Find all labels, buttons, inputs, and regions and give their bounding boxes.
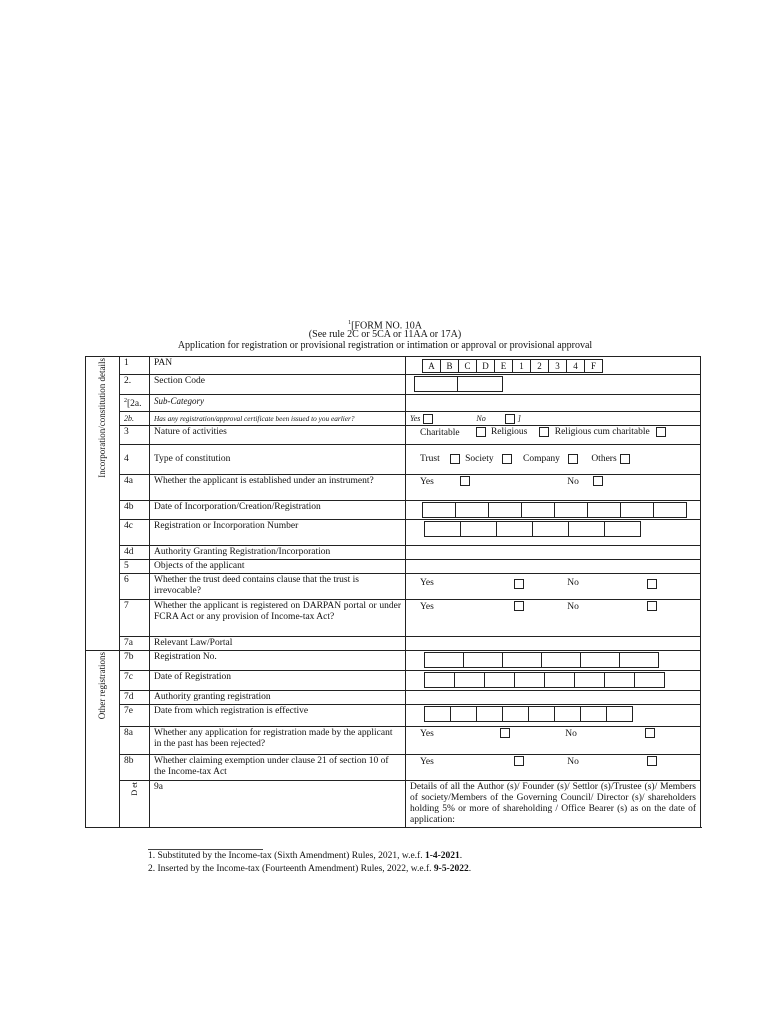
instrument-options bbox=[406, 475, 701, 501]
table-row bbox=[86, 475, 701, 501]
form-title-text: [FORM NO. 10A bbox=[351, 320, 422, 332]
form-rule-reference: (See rule 2C or 5CA or 11AA or 17A) bbox=[308, 329, 462, 340]
no-checkbox[interactable] bbox=[645, 728, 655, 738]
row-label: Whether the applicant is established under an instrument? bbox=[150, 475, 406, 501]
row-label: Whether any application for registration made by the applicant in the past has been rejected? bbox=[150, 727, 406, 755]
footnote-date: 1-4-2021 bbox=[424, 851, 460, 861]
section-incorporation bbox=[86, 357, 120, 651]
exemption-options bbox=[406, 755, 701, 781]
option-label: Trust bbox=[420, 454, 440, 465]
pan-field[interactable] bbox=[406, 357, 701, 375]
footnote-end: . bbox=[468, 864, 472, 874]
trust-checkbox[interactable] bbox=[450, 454, 460, 464]
section-label: Incorporation/constitution details bbox=[97, 358, 107, 478]
no-checkbox[interactable] bbox=[593, 476, 603, 486]
row-label: PAN bbox=[150, 357, 406, 375]
section-code-field[interactable] bbox=[406, 375, 701, 395]
option-label: Religious cum charitable bbox=[554, 427, 650, 438]
society-checkbox[interactable] bbox=[502, 454, 512, 464]
table-row bbox=[86, 357, 701, 375]
row-number: 7b bbox=[120, 651, 150, 671]
constitution-type-options bbox=[406, 445, 701, 475]
row-label: Date of Incorporation/Creation/Registration bbox=[150, 501, 406, 520]
row-label: Nature of activities bbox=[150, 426, 406, 445]
row-label: Registration No. bbox=[150, 651, 406, 671]
footnote-end: . bbox=[459, 851, 463, 861]
row-number-text: [2a. bbox=[127, 399, 142, 410]
yes-checkbox[interactable] bbox=[514, 756, 524, 766]
earlier-certificate-options bbox=[406, 412, 701, 426]
row-number: 7c bbox=[120, 671, 150, 691]
row-number: 7d bbox=[120, 691, 150, 705]
section-label: Other registrations bbox=[97, 652, 107, 720]
row-number: 2. bbox=[120, 375, 150, 395]
row-label: Whether the trust deed contains clause that the trust is irrevocable? bbox=[150, 574, 406, 600]
footnote-date: 9-5-2022 bbox=[433, 864, 469, 874]
yes-checkbox[interactable] bbox=[514, 579, 524, 589]
option-label: No bbox=[565, 728, 577, 739]
option-label: No bbox=[567, 601, 579, 612]
registration-number-field[interactable] bbox=[406, 520, 701, 546]
row-label: Authority granting registration bbox=[150, 691, 406, 705]
pan-character-box[interactable]: 1 bbox=[513, 359, 531, 373]
yes-checkbox[interactable] bbox=[514, 601, 524, 611]
option-label: Yes bbox=[420, 728, 434, 739]
row-number: 4a bbox=[120, 475, 150, 501]
row-label: Type of constitution bbox=[150, 445, 406, 475]
pan-character-box[interactable]: F bbox=[585, 359, 603, 373]
row-label: Whether claiming exemption under clause 21 of section 10 of the Income-tax Act bbox=[150, 755, 406, 781]
option-label: Society bbox=[465, 454, 494, 465]
table-row bbox=[86, 546, 701, 560]
nature-activities-options bbox=[406, 426, 701, 445]
row-number: 7 bbox=[120, 600, 150, 637]
table-row bbox=[86, 637, 701, 651]
row-label: Date of Registration bbox=[150, 671, 406, 691]
row-label: Details of all the Author (s)/ Founder (s)/ Settlor (s)/Trustee (s)/ Members of society/Members of the Governing Council/ Director (s)/ shareholders holding 5% or more of shareholding / Office Bearer (s) as on the date of application: bbox=[406, 781, 701, 828]
option-label: Company bbox=[522, 454, 560, 465]
option-label: No bbox=[476, 414, 486, 424]
row-label: Whether the applicant is registered on DARPAN portal or under FCRA Act or any provision of Income-tax Act? bbox=[150, 600, 406, 637]
table-row bbox=[86, 705, 701, 727]
option-label: Others bbox=[591, 454, 617, 465]
option-label: Yes bbox=[420, 756, 434, 767]
footnote-ref: 2 bbox=[124, 398, 127, 404]
table-row bbox=[86, 501, 701, 520]
row-label: Date from which registration is effective bbox=[150, 705, 406, 727]
row-number: 7a bbox=[120, 637, 150, 651]
row-number: 4c bbox=[120, 520, 150, 546]
pan-character-box[interactable]: 3 bbox=[549, 359, 567, 373]
bracket: ] bbox=[517, 414, 521, 424]
yes-checkbox[interactable] bbox=[423, 414, 433, 424]
incorporation-date-field[interactable] bbox=[406, 501, 701, 520]
option-label: No bbox=[567, 577, 579, 588]
pan-character-box[interactable]: A bbox=[422, 359, 441, 373]
authority-field[interactable] bbox=[406, 546, 701, 560]
row-number: 5 bbox=[120, 560, 150, 574]
table-row bbox=[86, 375, 701, 395]
pan-character-box[interactable]: C bbox=[459, 359, 477, 373]
section-other-registrations bbox=[86, 651, 120, 828]
footnote-ref: 1 bbox=[348, 320, 352, 326]
row-label: Objects of the applicant bbox=[150, 560, 406, 574]
form-subtitle: Application for registration or provisional registration or intimation or approval or provisional approval bbox=[177, 340, 593, 351]
yes-checkbox[interactable] bbox=[460, 476, 470, 486]
registration-date-field[interactable] bbox=[406, 671, 701, 691]
row-label: Relevant Law/Portal bbox=[150, 637, 406, 651]
authority-granting-field[interactable] bbox=[406, 691, 701, 705]
table-row bbox=[86, 651, 701, 671]
row-number: 4b bbox=[120, 501, 150, 520]
table-row bbox=[86, 781, 701, 828]
row-number: 9a bbox=[150, 781, 406, 828]
sub-category-field[interactable] bbox=[406, 395, 701, 412]
option-label: Yes bbox=[420, 476, 434, 487]
company-checkbox[interactable] bbox=[568, 454, 578, 464]
option-label: Yes bbox=[420, 601, 434, 612]
other-registration-number-field[interactable] bbox=[406, 651, 701, 671]
no-checkbox[interactable] bbox=[647, 756, 657, 766]
table-row bbox=[86, 426, 701, 445]
row-number: 2b. bbox=[120, 412, 150, 426]
no-checkbox[interactable] bbox=[647, 579, 657, 589]
row-number: 8b bbox=[120, 755, 150, 781]
row-label: Section Code bbox=[150, 375, 406, 395]
footnote-text: 2. Inserted by the Income-tax (Fourteenth Amendment) Rules, 2022, w.e.f. bbox=[148, 864, 434, 874]
row-label: Registration or Incorporation Number bbox=[150, 520, 406, 546]
footnote-1 bbox=[148, 850, 471, 863]
relevant-law-field[interactable] bbox=[406, 637, 701, 651]
table-row bbox=[86, 395, 701, 412]
table-row bbox=[86, 560, 701, 574]
option-label: No bbox=[567, 476, 579, 487]
objects-field[interactable] bbox=[406, 560, 701, 574]
pan-character-box[interactable]: 4 bbox=[567, 359, 585, 373]
row-number: 4 bbox=[120, 445, 150, 475]
table-row bbox=[86, 755, 701, 781]
option-label: Charitable bbox=[420, 427, 460, 438]
others-checkbox[interactable] bbox=[620, 454, 630, 464]
table-row bbox=[86, 691, 701, 705]
footnotes bbox=[148, 850, 471, 876]
footnote-2 bbox=[148, 863, 471, 876]
application-table bbox=[85, 356, 701, 828]
row-number: 6 bbox=[120, 574, 150, 600]
section-details bbox=[120, 781, 150, 828]
row-number: 4d bbox=[120, 546, 150, 560]
row-label: Has any registration/approval certificate been issued to you earlier? bbox=[150, 412, 406, 426]
yes-checkbox[interactable] bbox=[500, 728, 510, 738]
option-label: Yes bbox=[420, 577, 434, 588]
darpan-options bbox=[406, 600, 701, 637]
pan-character-box[interactable]: D bbox=[477, 359, 495, 373]
row-number: 3 bbox=[120, 426, 150, 445]
row-number bbox=[120, 395, 150, 412]
rejected-options bbox=[406, 727, 701, 755]
table-row bbox=[86, 520, 701, 546]
irrevocable-options bbox=[406, 574, 701, 600]
row-number: 7e bbox=[120, 705, 150, 727]
table-row bbox=[86, 671, 701, 691]
footnote-text: 1. Substituted by the Income-tax (Sixth Amendment) Rules, 2021, w.e.f. bbox=[148, 851, 425, 861]
table-row bbox=[86, 445, 701, 475]
row-number: 8a bbox=[120, 727, 150, 755]
no-checkbox[interactable] bbox=[647, 601, 657, 611]
pan-character-box[interactable]: B bbox=[441, 359, 459, 373]
row-number: 1 bbox=[120, 357, 150, 375]
no-checkbox[interactable] bbox=[505, 414, 515, 424]
table-row bbox=[86, 600, 701, 637]
row-label: Sub-Category bbox=[150, 395, 406, 412]
religious-checkbox[interactable] bbox=[539, 427, 549, 437]
table-row bbox=[86, 412, 701, 426]
table-row bbox=[86, 727, 701, 755]
effective-date-field[interactable] bbox=[406, 705, 701, 727]
charitable-checkbox[interactable] bbox=[476, 427, 486, 437]
table-row bbox=[86, 574, 701, 600]
pan-character-box[interactable]: E bbox=[495, 359, 513, 373]
option-label: No bbox=[567, 756, 579, 767]
section-label: D et bbox=[130, 782, 139, 796]
religious-cum-charitable-checkbox[interactable] bbox=[656, 427, 666, 437]
option-label: Yes bbox=[410, 414, 421, 424]
option-label: Religious bbox=[490, 427, 528, 438]
row-label: Authority Granting Registration/Incorporation bbox=[150, 546, 406, 560]
pan-character-box[interactable]: 2 bbox=[531, 359, 549, 373]
